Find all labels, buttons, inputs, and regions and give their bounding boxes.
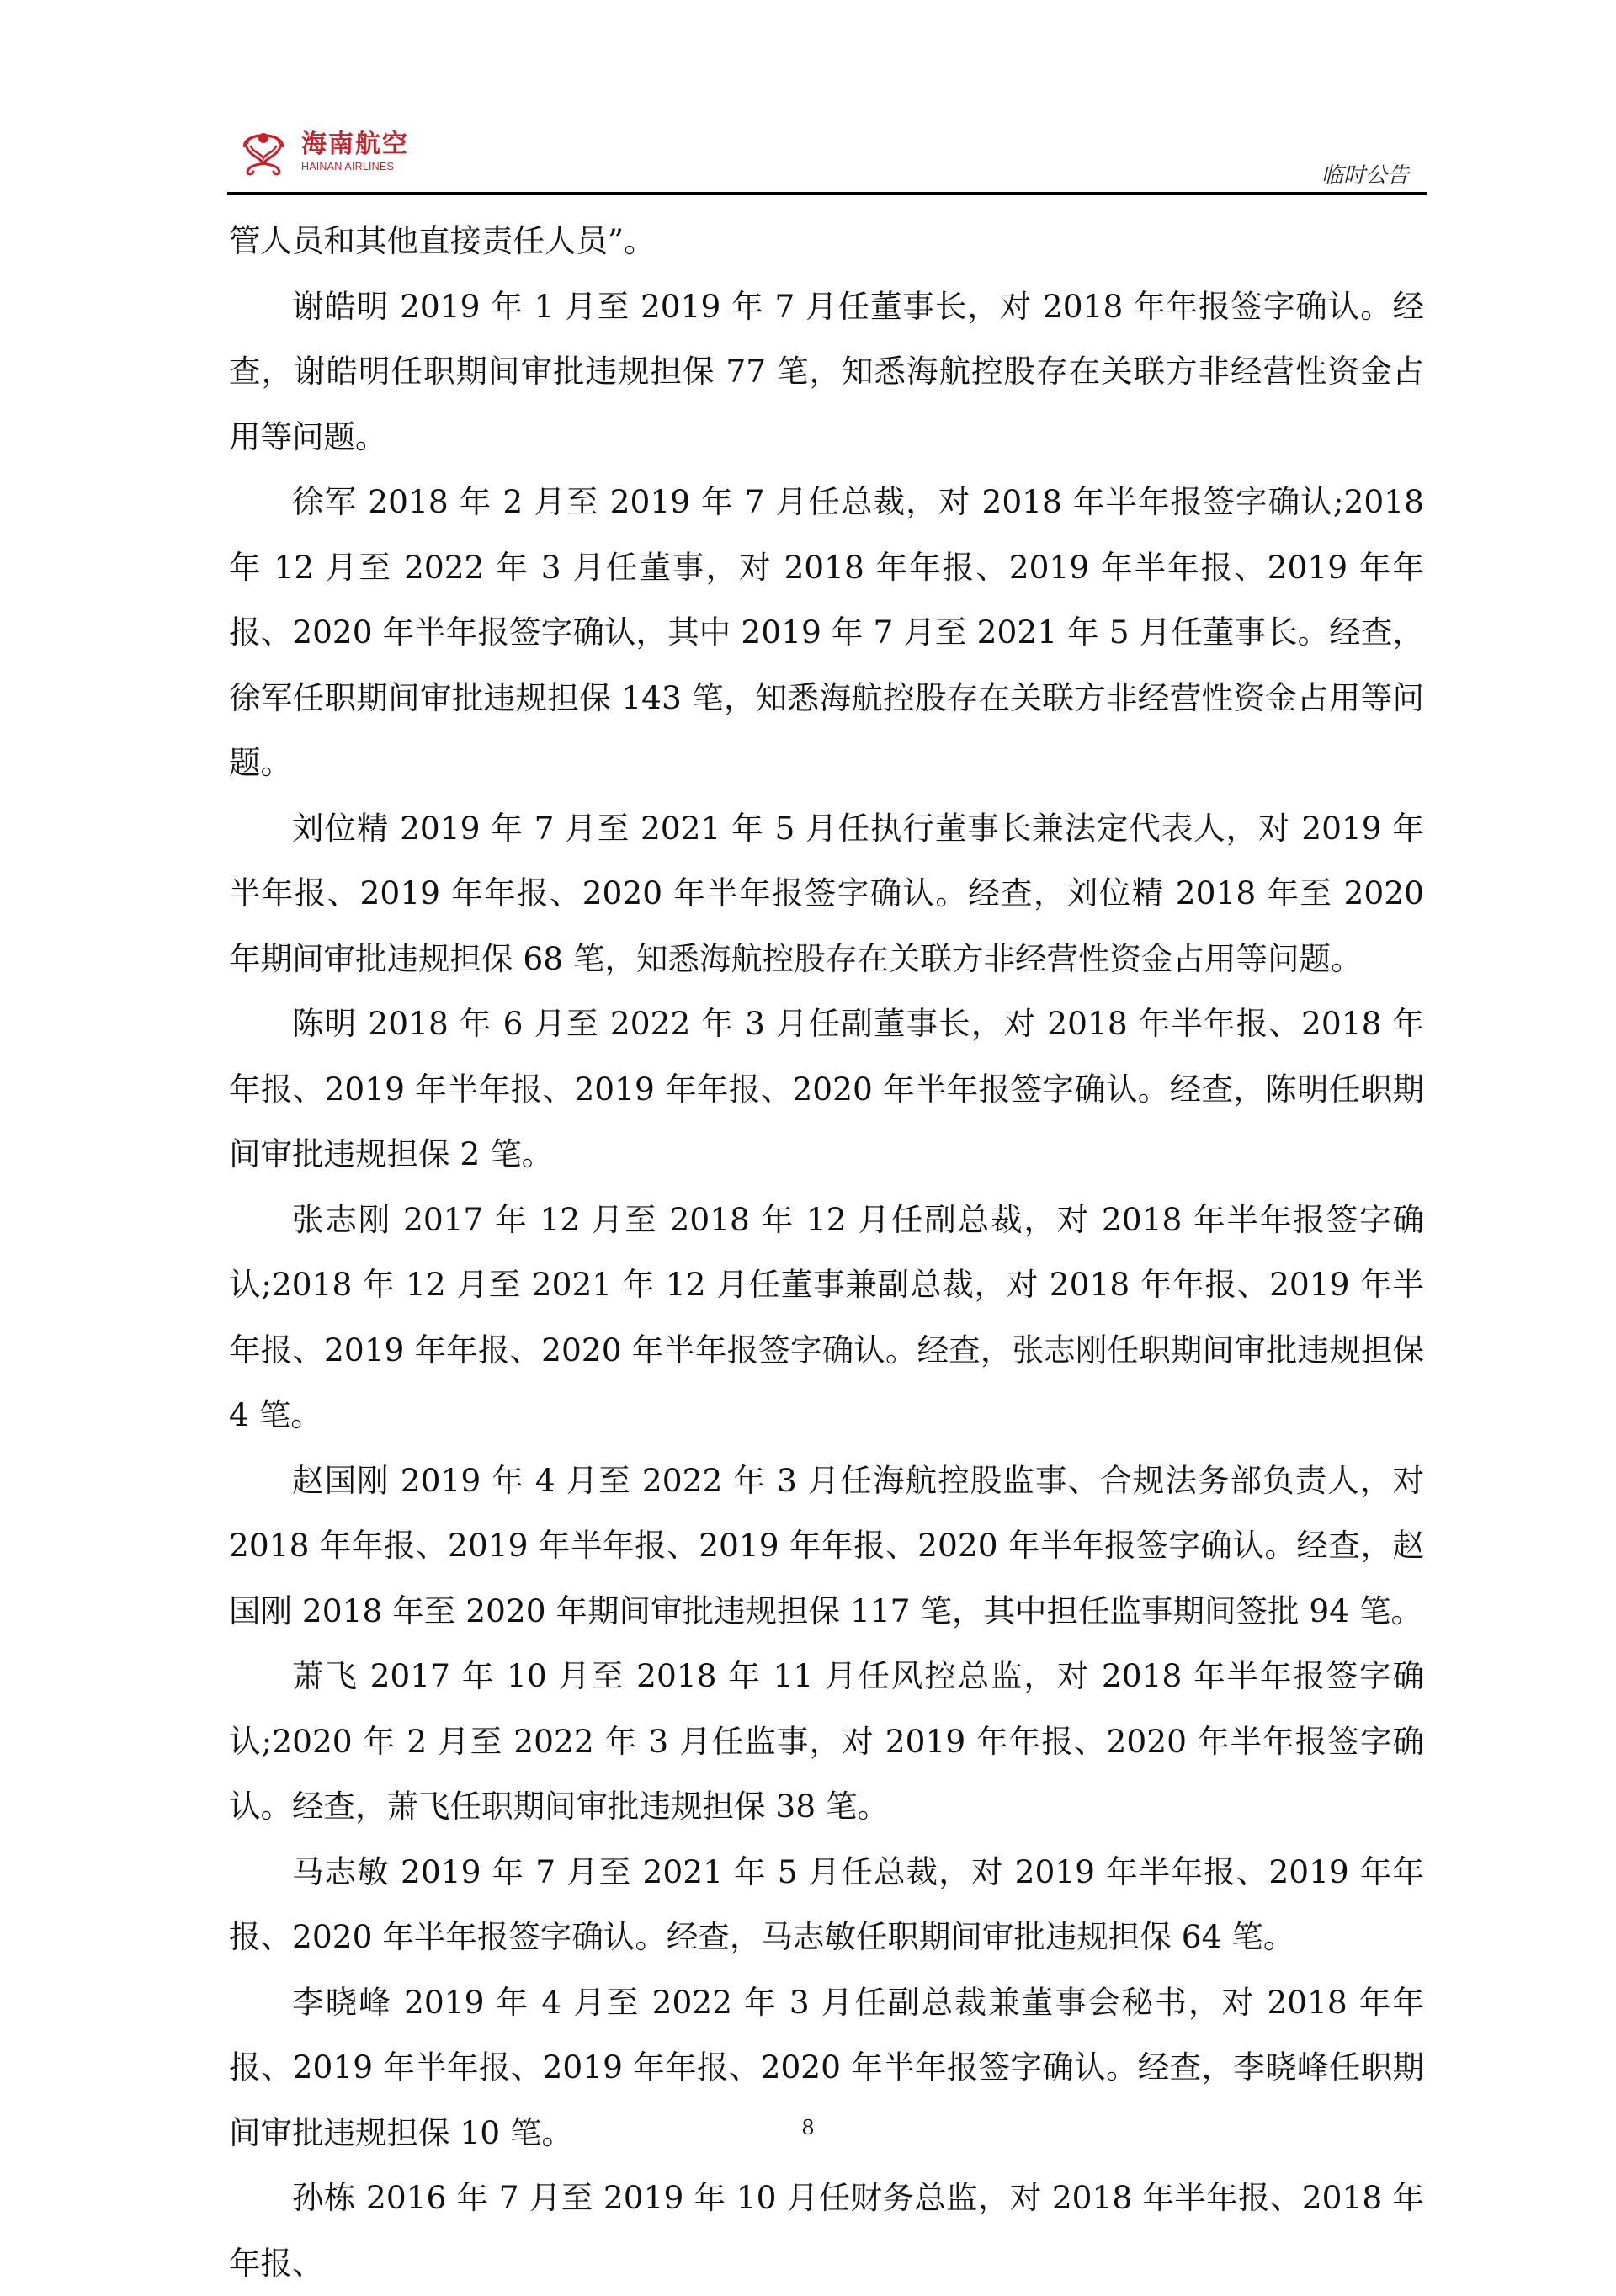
document-body [229,209,1424,2296]
page-header [227,126,1427,197]
paragraph: 刘位精 2019 年 7 月至 2021 年 5 月任执行董事长兼法定代表人，对 2019 年半年报、2019 年年报、2020 年半年报签字确认。经查，刘位精 2018 年至 2020 年期间审批违规担保 68 笔，知悉海航控股存在关联方非经营性资金占用等问题。 [229,809,1424,977]
hainan-airlines-logo-icon [237,126,290,178]
paragraph: 陈明 2018 年 6 月至 2022 年 3 月任副董事长，对 2018 年半年报、2018 年年报、2019 年半年报、2019 年年报、2020 年半年报签字确认。经查，陈明任职期间审批违规担保 2 笔。 [229,1005,1424,1172]
paragraph: 徐军 2018 年 2 月至 2019 年 7 月任总裁，对 2018 年半年报签字确认;2018 年 12 月至 2022 年 3 月任董事，对 2018 年年报、2019 年半年报、2019 年年报、2020 年半年报签字确认，其中 2019 年 7 月至 2021 年 5 月任董事长。经查，徐军任职期间审批违规担保 143 笔，知悉海航控股存在关联方非经营性资金占用等问题。 [229,483,1424,781]
document-type-label: 临时公告 [1321,163,1409,189]
paragraph: 赵国刚 2019 年 4 月至 2022 年 3 月任海航控股监事、合规法务部负责人，对 2018 年年报、2019 年半年报、2019 年年报、2020 年半年报签字确认。经查，赵国刚 2018 年至 2020 年期间审批违规担保 117 笔，其中担任监事期间签批 94 笔。 [229,1461,1424,1629]
paragraph: 孙栋 2016 年 7 月至 2019 年 10 月任财务总监，对 2018 年半年报、2018 年年报、 [229,2179,1424,2282]
company-logo [237,126,409,178]
paragraph: 张志刚 2017 年 12 月至 2018 年 12 月任副总裁，对 2018 年半年报签字确认;2018 年 12 月至 2021 年 12 月任董事兼副总裁，对 2018 年年报、2019 年半年报、2019 年年报、2020 年半年报签字确认。经查，张志刚任职期间审批违规担保 4 笔。 [229,1200,1424,1433]
paragraph: 管人员和其他直接责任人员”。 [229,222,656,259]
paragraph: 李晓峰 2019 年 4 月至 2022 年 3 月任副总裁兼董事会秘书，对 2018 年年报、2019 年半年报、2019 年年报、2020 年半年报签字确认。经查，李晓峰任职期间审批违规担保 10 笔。 [229,1983,1424,2151]
paragraph: 萧飞 2017 年 10 月至 2018 年 11 月任风控总监，对 2018 年半年报签字确认;2020 年 2 月至 2022 年 3 月任监事，对 2019 年年报、2020 年半年报签字确认。经查，萧飞任职期间审批违规担保 38 笔。 [229,1657,1424,1825]
paragraph: 谢皓明 2019 年 1 月至 2019 年 7 月任董事长，对 2018 年年报签字确认。经查，谢皓明任职期间审批违规担保 77 笔，知悉海航控股存在关联方非经营性资金占用等问题。 [229,287,1424,455]
page-number: 8 [801,2116,815,2139]
logo-name-cn: 海南航空 [301,130,409,160]
paragraph: 马志敏 2019 年 7 月至 2021 年 5 月任总裁，对 2019 年半年报、2019 年年报、2020 年半年报签字确认。经查，马志敏任职期间审批违规担保 64 笔。 [229,1852,1424,1955]
header-divider [227,192,1427,195]
logo-name-en: HAINAN AIRLINES [301,161,394,173]
